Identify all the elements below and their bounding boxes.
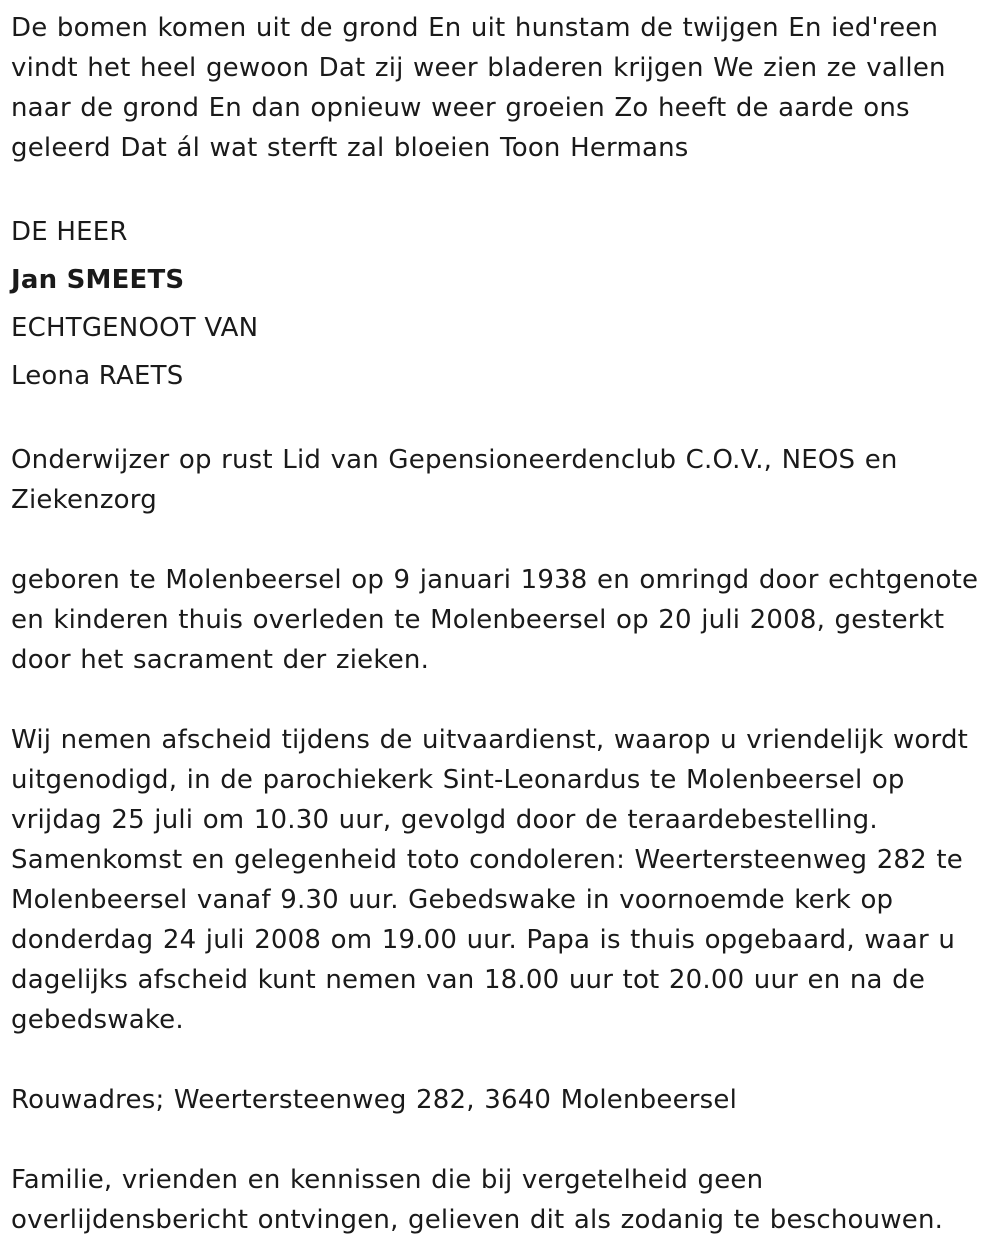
relation-label: ECHTGENOOT VAN <box>11 313 259 343</box>
spacer <box>11 680 992 720</box>
funeral-paragraph: Wij nemen afscheid tijdens de uitvaardienst, waarop u vriendelijk wordt uitgenodigd, in de parochiekerk Sint-Leonardus te Molenbeersel op vrijdag 25 juli om 10.30 uur, gevolgd door de teraardebestelling. Samenkomst en gelegenheid toto condoleren: Weertersteenweg 282 te Molenbeersel vanaf 9.30 uur. Gebedswake in voornoemde kerk op donderdag 24 juli 2008 om 19.00 uur. Papa is thuis opgebaard, waar u dagelijks afscheid kunt nemen van 18.00 uur tot 20.00 uur en na de gebedswake. <box>11 725 969 1035</box>
closing-paragraph: Familie, vrienden en kennissen die bij vergetelheid geen overlijdensbericht ontvingen, gelieven dit als zodanig te beschouwen. <box>11 1165 944 1235</box>
address-paragraph: Rouwadres; Weertersteenweg 282, 3640 Molenbeersel <box>11 1085 738 1115</box>
poem-paragraph: De bomen komen uit de grond En uit hunstam de twijgen En ied'reen vindt het heel gewoon Dat zij weer bladeren krijgen We zien ze vallen naar de grond En dan opnieuw weer groeien Zo heeft de aarde ons geleerd Dat ál wat sterft zal bloeien Toon Hermans <box>11 13 946 163</box>
occupation-paragraph: Onderwijzer op rust Lid van Gepensioneerdenclub C.O.V., NEOS en Ziekenzorg <box>11 445 898 515</box>
deceased-name: Jan SMEETS <box>11 265 185 295</box>
birth-death-paragraph: geboren te Molenbeersel op 9 januari 1938 en omringd door echtgenote en kinderen thuis overleden te Molenbeersel op 20 juli 2008, gesterkt door het sacrament der zieken. <box>11 565 979 675</box>
spacer <box>11 168 992 208</box>
title-prefix: DE HEER <box>11 217 128 247</box>
spacer <box>11 1120 992 1160</box>
spacer <box>11 1040 992 1080</box>
spacer <box>11 520 992 560</box>
spouse-name: Leona RAETS <box>11 361 184 391</box>
spacer <box>11 400 992 440</box>
